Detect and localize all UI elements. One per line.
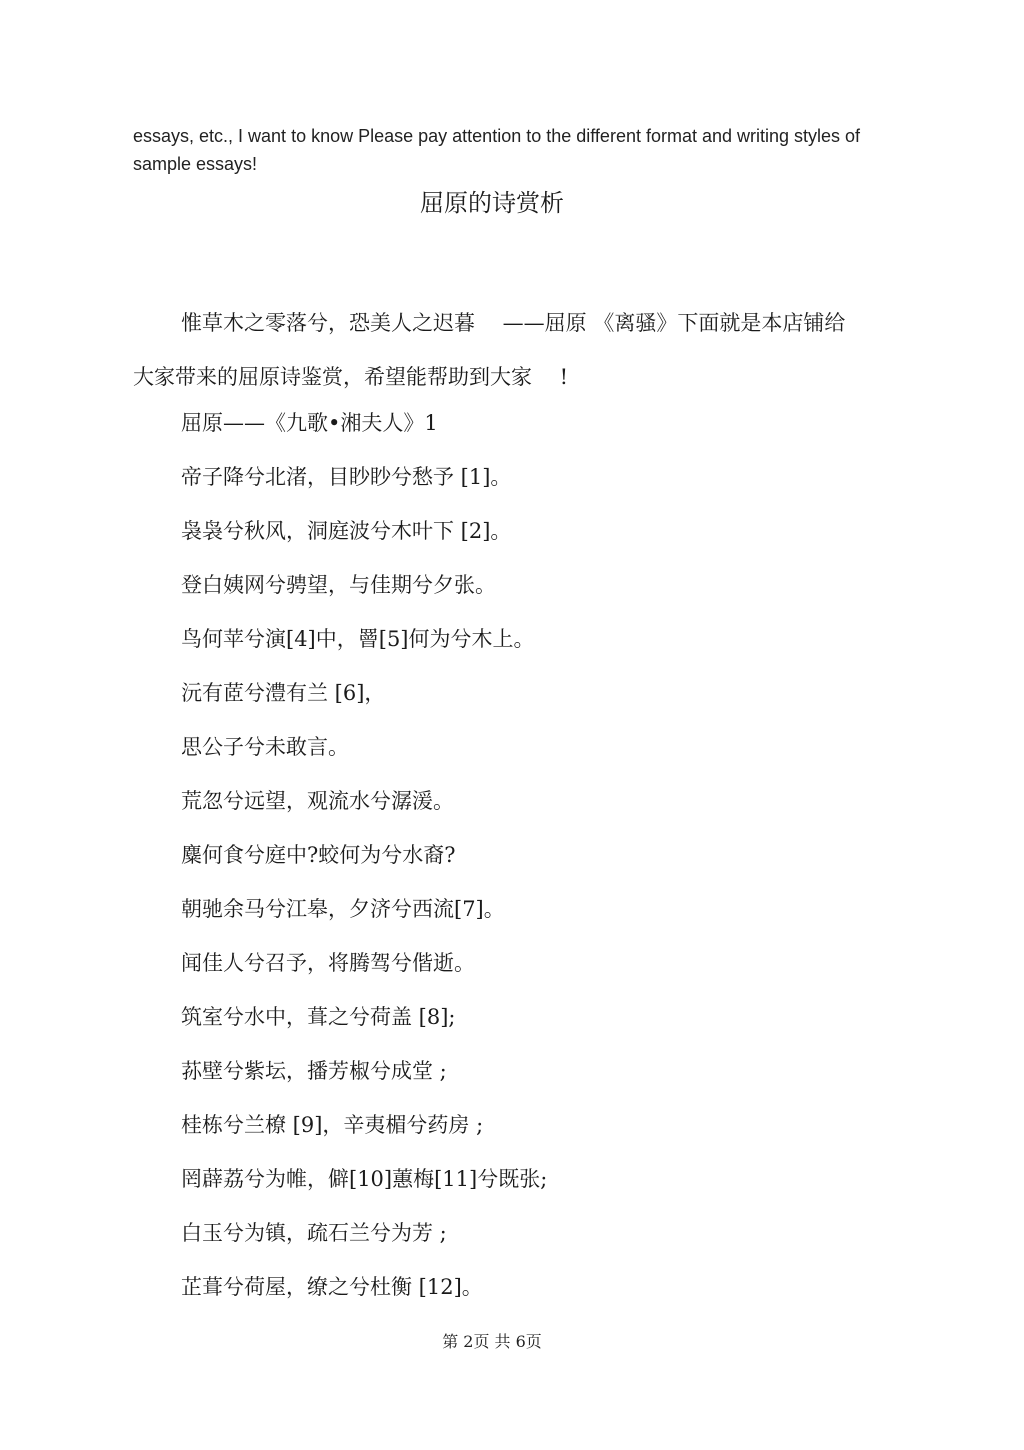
poem-heading: 屈原——《九歌•湘夫人》1: [181, 411, 438, 435]
poem-line: 荒忽兮远望，观流水兮潺湲。: [181, 789, 454, 813]
poem-line: 袅袅兮秋风，洞庭波兮木叶下 [2]。: [181, 519, 512, 543]
poem-line: 帝子降兮北渚，目眇眇兮愁予 [1]。: [181, 465, 512, 489]
page-title: 屈原的诗赏析: [420, 189, 564, 217]
poem-line: 沅有茝兮澧有兰 [6]，: [181, 681, 386, 705]
poem-line: 鸟何苹兮演[4]中，罾[5]何为兮木上。: [181, 627, 535, 651]
poem-line: 荪壁兮紫坛，播芳椒兮成堂 ;: [181, 1059, 447, 1083]
poem-line: 白玉兮为镇，疏石兰兮为芳 ;: [181, 1221, 447, 1245]
poem-line: 麋何食兮庭中?蛟何为兮水裔?: [181, 843, 456, 867]
poem-line: 朝驰余马兮江皋，夕济兮西流[7]。: [181, 897, 505, 921]
poem-line: 筑室兮水中，葺之兮荷盖 [8];: [181, 1005, 456, 1029]
poem-line: 芷葺兮荷屋，缭之兮杜衡 [12]。: [181, 1275, 483, 1299]
poem-line: 桂栋兮兰橑 [9]，辛夷楣兮药房 ;: [181, 1113, 484, 1137]
intro-paragraph: 惟草木之零落兮，恐美人之迟暮 ——屈原 《离骚》下面就是本店铺给大家带来的屈原诗鉴赏，希望能帮助到大家 !: [133, 311, 846, 389]
poem-line: 登白姨网兮骋望，与佳期兮夕张。: [181, 573, 496, 597]
poem-line: 思公子兮未敢言。: [181, 735, 349, 759]
poem-line: 罔薜荔兮为帷，僻[10]蕙梅[11]兮既张;: [181, 1167, 548, 1191]
intro-text: essays, etc., I want to know Please pay attention to the different format and writing styles of sample essays!: [133, 126, 861, 174]
poem-lines: [181, 396, 881, 1314]
page-footer: 第 2页 共 6页: [442, 1332, 542, 1351]
poem-line: 闻佳人兮召予，将腾驾兮偕逝。: [181, 951, 475, 975]
